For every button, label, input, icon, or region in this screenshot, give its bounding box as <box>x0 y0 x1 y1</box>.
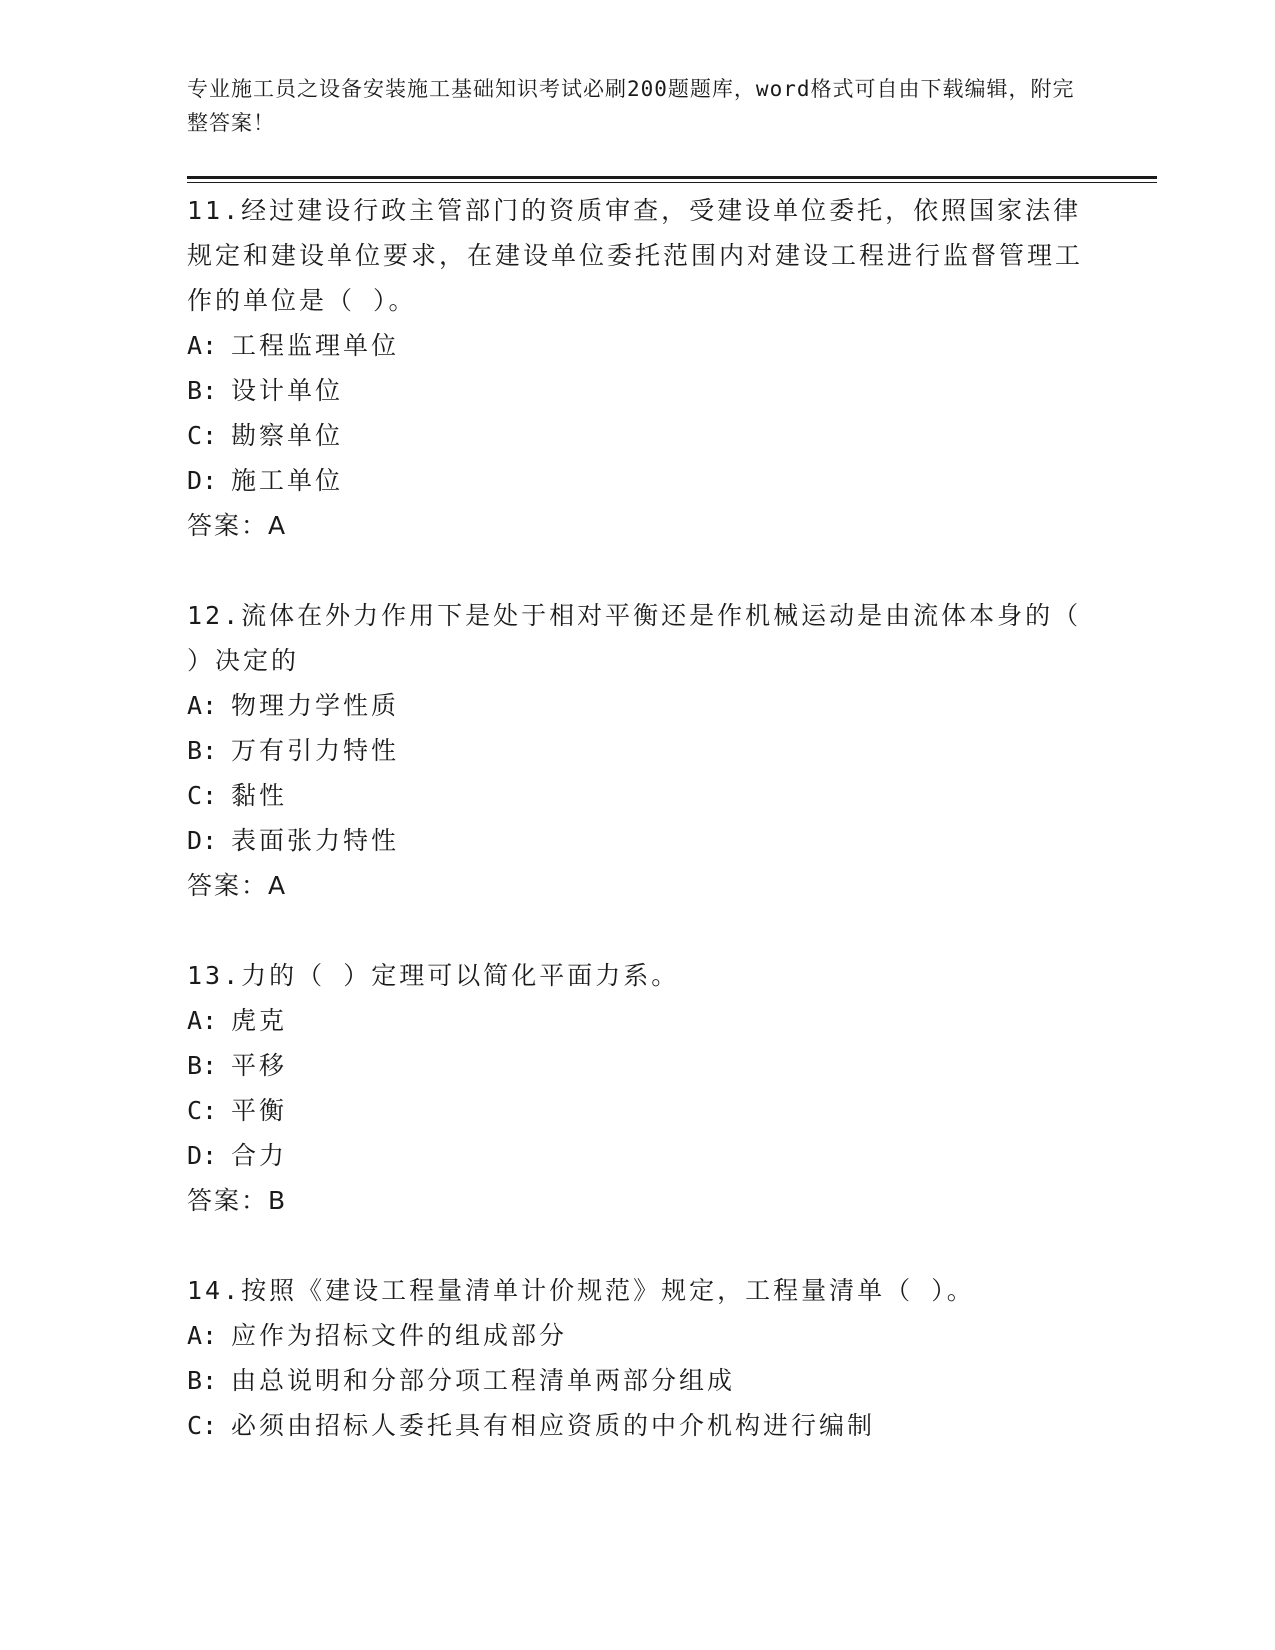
option-a <box>187 683 1087 728</box>
option-b <box>187 1043 1087 1088</box>
option-text: 黏性 <box>231 781 288 810</box>
option-text: 虎克 <box>231 1006 288 1035</box>
option-a <box>187 998 1087 1043</box>
question-list <box>187 188 1087 1493</box>
option-a <box>187 323 1087 368</box>
option-letter: A: <box>187 1006 218 1035</box>
option-d <box>187 458 1087 503</box>
document-title: 专业施工员之设备安装施工基础知识考试必刷200题题库，word格式可自由下载编辑，附完整答案！ <box>187 77 1075 135</box>
question-stem: 13.力的（ ）定理可以简化平面力系。 <box>187 961 680 990</box>
option-text: 施工单位 <box>231 466 344 495</box>
option-text: 表面张力特性 <box>231 826 400 855</box>
option-letter: C: <box>187 1096 218 1125</box>
option-letter: B: <box>187 736 218 765</box>
header-divider-thick <box>187 176 1157 179</box>
option-d <box>187 818 1087 863</box>
option-letter: C: <box>187 421 218 450</box>
option-text: 工程监理单位 <box>231 331 400 360</box>
option-letter: D: <box>187 826 218 855</box>
option-text: 由总说明和分部分项工程清单两部分组成 <box>231 1366 736 1395</box>
option-text: 勘察单位 <box>231 421 344 450</box>
option-b <box>187 1358 1087 1403</box>
question-14 <box>187 1268 1087 1448</box>
option-letter: B: <box>187 376 218 405</box>
option-letter: C: <box>187 781 218 810</box>
option-text: 平移 <box>231 1051 288 1080</box>
question-stem: 11.经过建设行政主管部门的资质审查，受建设单位委托，依照国家法律规定和建设单位要求，在建设单位委托范围内对建设工程进行监督管理工作的单位是（ ）。 <box>187 196 1084 315</box>
question-11 <box>187 188 1087 548</box>
option-text: 万有引力特性 <box>231 736 400 765</box>
question-stem: 14.按照《建设工程量清单计价规范》规定，工程量清单（ ）。 <box>187 1276 975 1305</box>
option-c <box>187 773 1087 818</box>
option-letter: A: <box>187 691 218 720</box>
document-header <box>187 72 1077 140</box>
header-divider-thin <box>187 182 1157 183</box>
option-text: 必须由招标人委托具有相应资质的中介机构进行编制 <box>231 1411 876 1440</box>
option-letter: A: <box>187 1321 218 1350</box>
option-a <box>187 1313 1087 1358</box>
option-text: 应作为招标文件的组成部分 <box>231 1321 568 1350</box>
option-text: 合力 <box>231 1141 288 1170</box>
option-c <box>187 1403 1087 1448</box>
option-c <box>187 1088 1087 1133</box>
option-letter: C: <box>187 1411 218 1440</box>
option-text: 设计单位 <box>231 376 344 405</box>
option-letter: D: <box>187 466 218 495</box>
option-letter: B: <box>187 1051 218 1080</box>
option-c <box>187 413 1087 458</box>
answer-line: 答案：A <box>187 871 288 900</box>
option-text: 物理力学性质 <box>231 691 400 720</box>
option-letter: D: <box>187 1141 218 1170</box>
question-13 <box>187 953 1087 1223</box>
answer-line: 答案：B <box>187 1186 288 1215</box>
answer-line: 答案：A <box>187 511 288 540</box>
question-stem: 12.流体在外力作用下是处于相对平衡还是作机械运动是由流体本身的（ ）决定的 <box>187 601 1082 675</box>
option-letter: A: <box>187 331 218 360</box>
option-text: 平衡 <box>231 1096 288 1125</box>
option-b <box>187 728 1087 773</box>
option-d <box>187 1133 1087 1178</box>
question-12 <box>187 593 1087 908</box>
option-b <box>187 368 1087 413</box>
option-letter: B: <box>187 1366 218 1395</box>
